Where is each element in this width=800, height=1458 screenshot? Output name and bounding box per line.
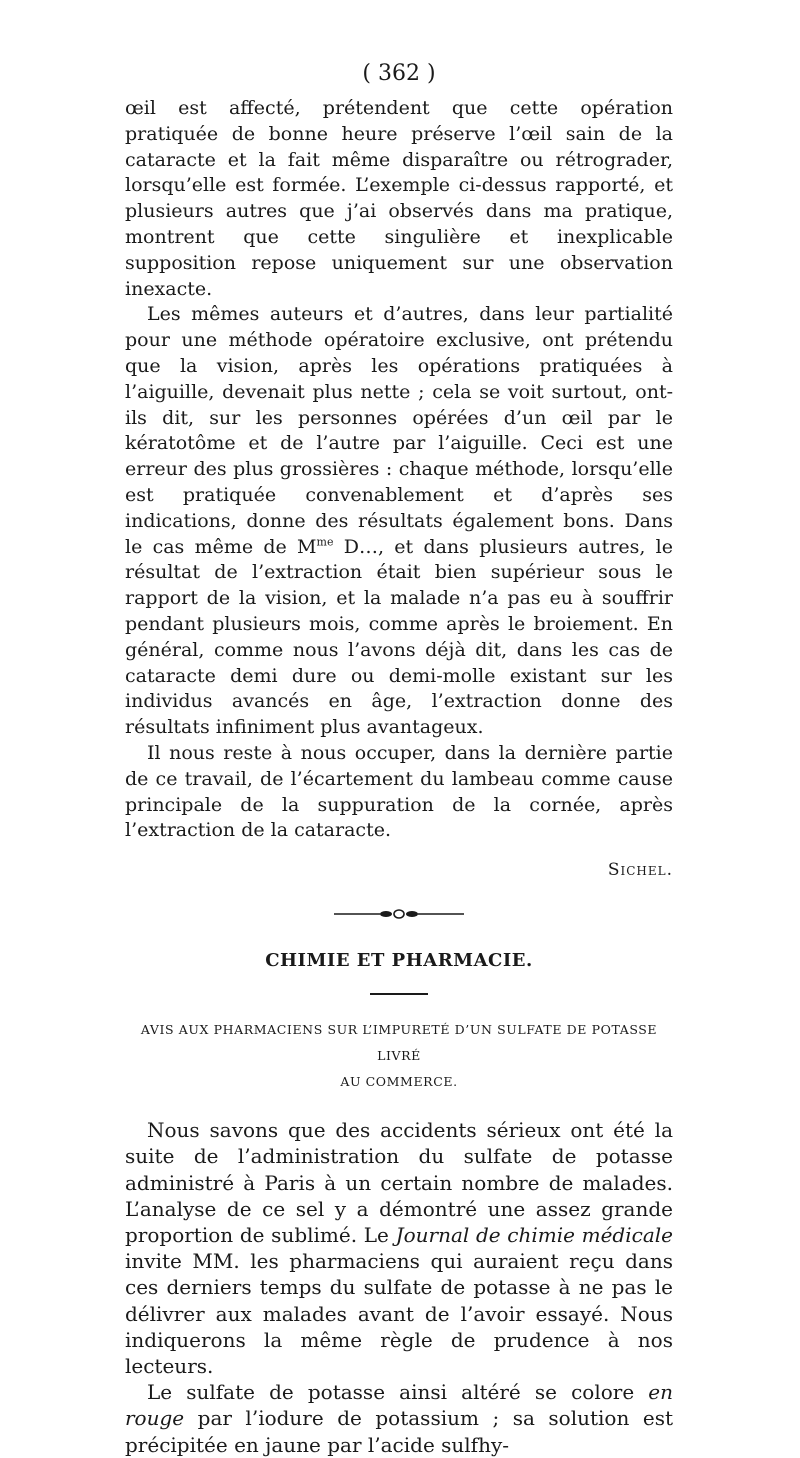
article-p2-text-a: Le sulfate de potasse ainsi altéré se colore: [147, 1380, 649, 1405]
author-signature: Sichel.: [607, 860, 673, 881]
ornament-flourish-icon: [334, 907, 464, 921]
article-p1-text-a: Nous savons que des accidents sérieux ont été la suite de l’administration du sulfate de potasse administré à Paris à un certain nombre de malades. L’analyse de ce sel y a démontré une assez grande proportion de sublimé. Le: [125, 1118, 673, 1247]
page-number: ( 362 ): [362, 61, 436, 86]
article-body: [125, 1117, 673, 1458]
paragraph-2: [125, 302, 673, 741]
paragraph-2-superscript: me: [316, 535, 334, 549]
paragraph-2-start: Les mêmes auteurs et d’autres, dans leur partialité pour une méthode opératoire exclusive, ont prétendu que la vision, après les opérations pratiquées à l’aiguille, devenait plus nette ; cela se voit surtout, ont-ils dit, sur les personnes opérées d’un œil par le kératotôme et de l’autre par l’aiguille. Ceci est une erreur des plus grossières : chaque méthode, lorsqu’elle est pratiquée convenablement et d’après ses indications, donne des résultats également bons. Dans le cas même de M: [125, 303, 673, 558]
section-title: CHIMIE ET PHARMACIE.: [265, 950, 533, 972]
article-p2-text-b: par l’iodure de potassium ; sa solution est précipitée en jaune par l’acide sulfhy-: [125, 1406, 673, 1457]
paragraph-1: œil est affecté, prétendent que cette opération pratiquée de bonne heure préserve l’œil sain de la cataracte et la fait même disparaître ou rétrograder, lorsqu’elle est formée. L’exemple ci-dessus rapporté, et plusieurs autres que j’ai observés dans ma pratique, montrent que cette singulière et inexplicable supposition repose uniquement sur une observation inexacte.: [125, 97, 673, 300]
article-p2-emphasis: en rouge: [125, 1380, 673, 1431]
article-heading-line-2: AU COMMERCE.: [340, 1074, 458, 1090]
article-p1-text-b: invite MM. les pharmaciens qui auraient reçu dans ces derniers temps du sulfate de potasse à ne pas le délivrer aux malades avant de l’avoir essayé. Nous indiquerons la même règle de prudence à nos lecteurs.: [125, 1249, 673, 1378]
article-paragraph-1: [125, 1117, 673, 1379]
ornament-divider: [125, 906, 673, 922]
title-rule: [370, 993, 428, 995]
paragraph-2-end: D…, et dans plusieurs autres, le résultat de l’extraction était bien supérieur sous le rapport de la vision, et la malade n’a pas eu à souffrir pendant plusieurs mois, comme après le broiement. En général, comme nous l’avons déjà dit, dans les cas de cataracte demi dure ou demi-molle existant sur les individus avancés en âge, l’extraction donne des résultats infiniment plus avantageux.: [125, 535, 673, 739]
article-paragraph-2: [125, 1379, 673, 1458]
article-heading: [125, 1017, 673, 1095]
journal-title: Journal de chimie médicale: [395, 1222, 673, 1247]
article-heading-line-1: AVIS AUX PHARMACIENS SUR L’IMPURETÉ D’UN SULFATE DE POTASSE LIVRÉ: [140, 1022, 658, 1064]
paragraph-3: Il nous reste à nous occuper, dans la dernière partie de ce travail, de l’écartement du lambeau comme cause principale de la suppuration de la cornée, après l’extraction de la cataracte.: [125, 741, 673, 842]
book-page: [125, 60, 673, 1458]
